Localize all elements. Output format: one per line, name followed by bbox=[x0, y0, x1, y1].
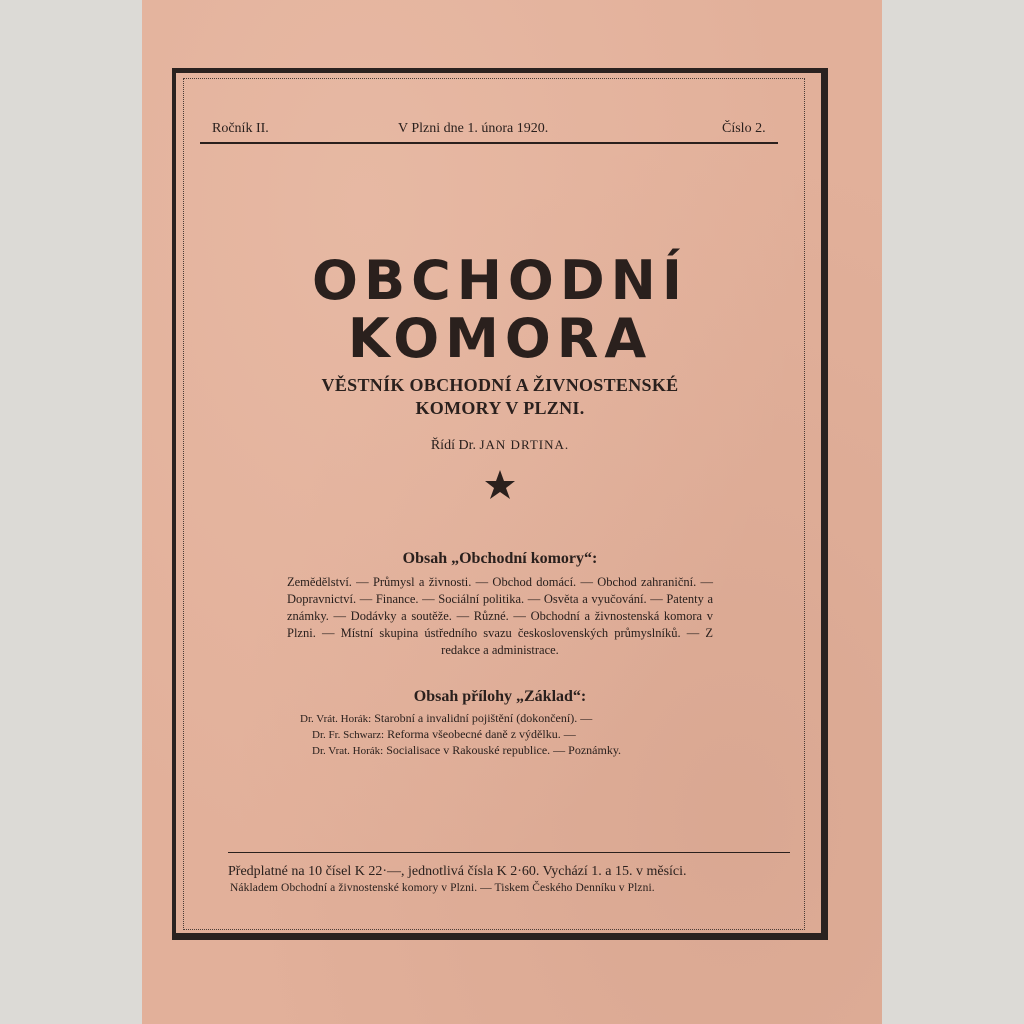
subtitle-line-2: KOMORY V PLZNI. bbox=[415, 398, 585, 418]
supplement-title: Starobní a invalidní pojištění (dokončení). — bbox=[374, 711, 593, 725]
editor-prefix: Řídí Dr. bbox=[430, 438, 476, 453]
supplement-item bbox=[300, 711, 592, 726]
volume-label: Ročník II. bbox=[212, 121, 269, 136]
supplement-author: Dr. Vrat. Horák: bbox=[312, 745, 384, 757]
title-line-2: KOMORA bbox=[347, 307, 653, 370]
header-rule bbox=[200, 142, 778, 144]
editor-line bbox=[240, 437, 760, 454]
star-icon bbox=[483, 468, 517, 502]
supplement-author: Dr. Fr. Schwarz: bbox=[312, 729, 385, 741]
inner-dotted-border bbox=[183, 78, 805, 930]
title-line-1: OBCHODNÍ bbox=[312, 249, 688, 312]
editor-name: JAN DRTINA. bbox=[479, 437, 570, 452]
publisher-info: Nákladem Obchodní a živnostenské komory v Plzni. — Tiskem Českého Denníku v Plzni. bbox=[230, 882, 655, 894]
subtitle-line-1: VĚSTNÍK OBCHODNÍ A ŽIVNOSTENSKÉ bbox=[321, 375, 679, 395]
supplement-title: Reforma všeobecné daně z výdělku. — bbox=[387, 727, 576, 741]
supplement-heading: Obsah přílohy „Základ“: bbox=[413, 688, 587, 705]
subscription-info: Předplatné na 10 čísel K 22·—, jednotlivá čísla K 2·60. Vychází 1. a 15. v měsíci. bbox=[228, 864, 687, 879]
contents-text: Zemědělství. — Průmysl a živnosti. — Obchod domácí. — Obchod zahraniční. — Dopravnictví. — Finance. — Sociální politika. — Osvěta a vyučování. — Patenty a známky. — Dodávky a soutěže. — Různé. — Obchodní a živnostenská komora v Plzni. — Místní skupina ústředního svazu československých průmyslníků. — Z redakce a administrace. bbox=[287, 575, 713, 657]
footer-rule bbox=[228, 852, 790, 853]
supplement-title: Socialisace v Rakouské republice. — Poznámky. bbox=[386, 743, 622, 757]
issue-number: Číslo 2. bbox=[722, 121, 766, 136]
supplement-item bbox=[312, 743, 621, 758]
place-date: V Plzni dne 1. února 1920. bbox=[398, 121, 549, 136]
contents-heading: Obsah „Obchodní komory“: bbox=[402, 550, 598, 567]
supplement-author: Dr. Vrát. Horák: bbox=[300, 713, 372, 725]
supplement-item bbox=[312, 727, 576, 742]
